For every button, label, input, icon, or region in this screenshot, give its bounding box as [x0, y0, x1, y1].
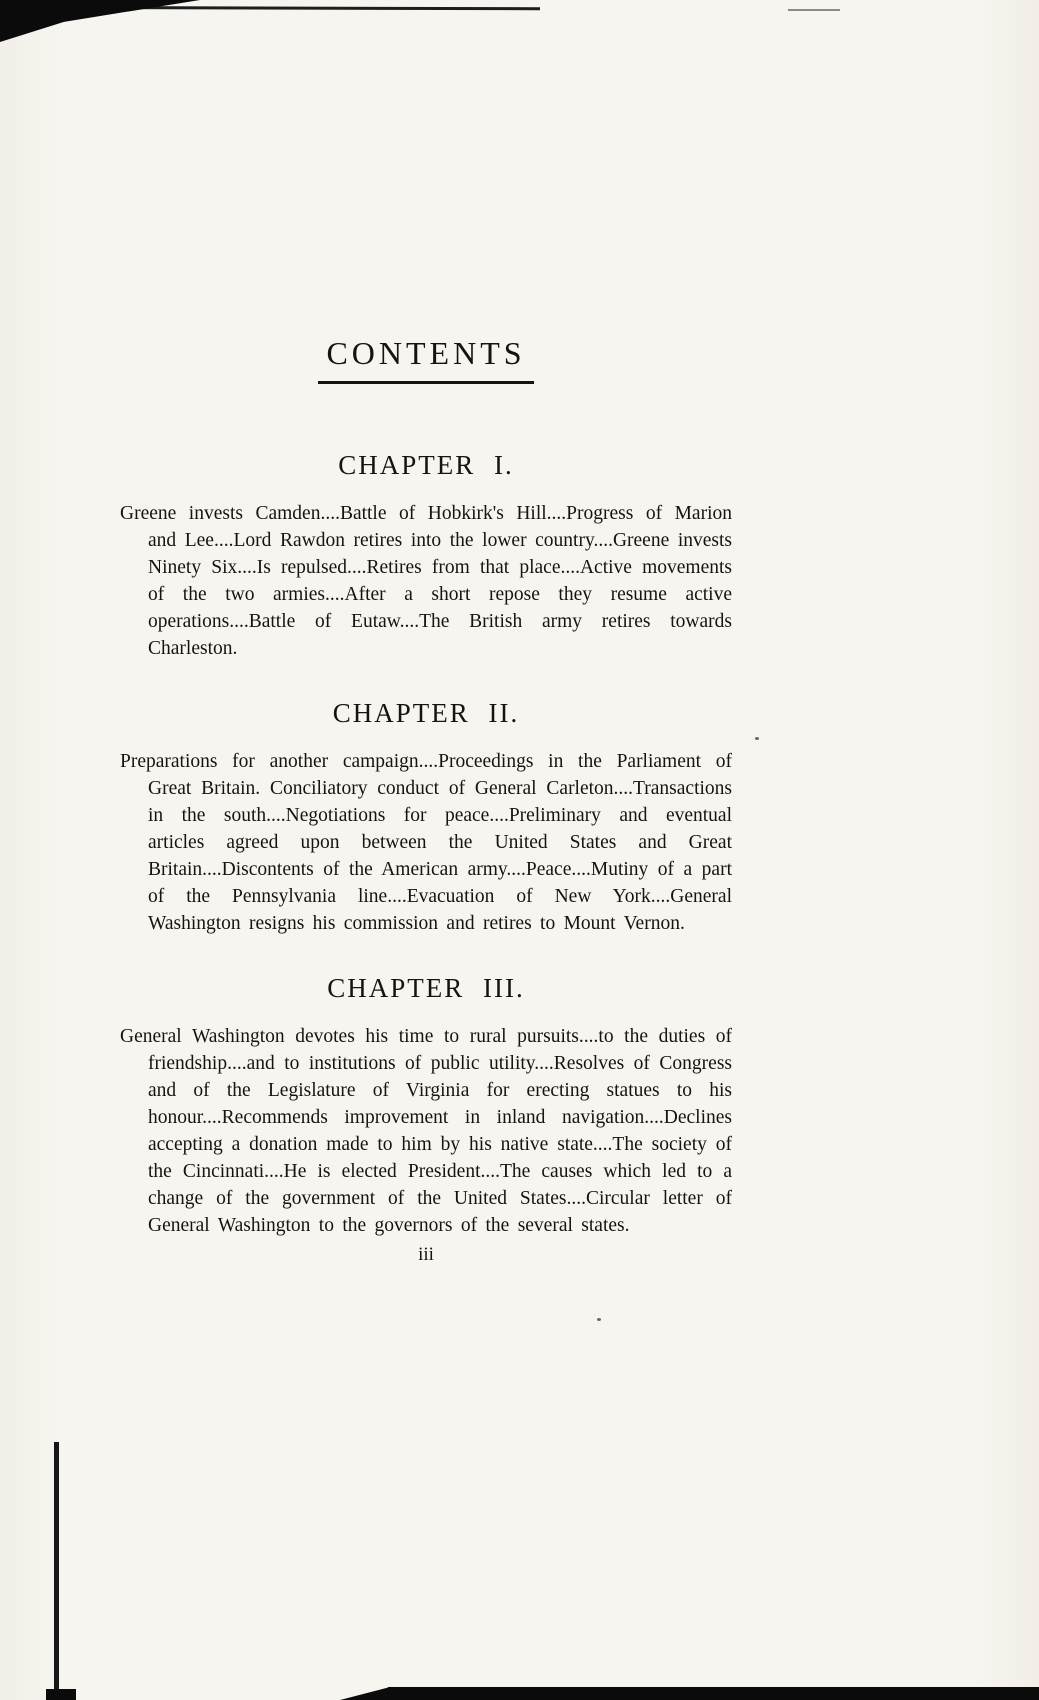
page-title: CONTENTS — [318, 335, 533, 384]
scan-artifact-bottom-bar — [388, 1687, 1039, 1700]
chapter-1-summary: Greene invests Camden....Battle of Hobkirk's Hill....Progress of Marion and Lee....Lord Rawdon retires into the lower country....Greene invests Ninety Six....Is repulsed....Retires from that place....Active movements of the two armies....After a short repose they resume active operations....Battle of Eutaw....The British army retires towards Charleston. — [120, 502, 732, 659]
scan-artifact-bottom-left-blot — [46, 1689, 76, 1700]
chapter-2-heading: CHAPTER II. — [332, 697, 520, 728]
scan-artifact-top-line-right — [788, 9, 840, 11]
chapter-3-heading: CHAPTER III. — [327, 972, 525, 1003]
scan-artifact-left-edge-line — [54, 1442, 59, 1700]
chapter-3-section — [120, 973, 732, 1239]
contents-page — [120, 314, 732, 1266]
chapter-1-heading: CHAPTER I. — [338, 449, 514, 480]
scan-speck — [755, 737, 759, 740]
chapter-2-summary: Preparations for another campaign....Proceedings in the Parliament of Great Britain. Conciliatory conduct of General Carleton....Transactions in the south....Negotiations for peace....Preliminary and eventual articles agreed upon between the United States and Great Britain....Discontents of the American army....Peace....Mutiny of a part of the Pennsylvania line....Evacuation of New York....General Washington resigns his commission and retires to Mount Vernon. — [120, 750, 732, 934]
scan-speck — [597, 1318, 601, 1321]
chapter-3-summary: General Washington devotes his time to rural pursuits....to the duties of friendship....and to institutions of public utility....Resolves of Congress and of the Legislature of Virginia for erecting statues to his honour....Recommends improvement in inland navigation....Declines accepting a donation made to him by his native state....The society of the Cincinnati....He is elected President....The causes which led to a change of the government of the United States....Circular letter of General Washington to the governors of the several states. — [120, 1025, 732, 1236]
chapter-2-section — [120, 698, 732, 937]
page-number: iii — [418, 1243, 434, 1265]
title-wrap — [120, 314, 732, 406]
chapter-1-section — [120, 450, 732, 662]
scan-artifact-bottom-bar-taper — [340, 1687, 390, 1700]
